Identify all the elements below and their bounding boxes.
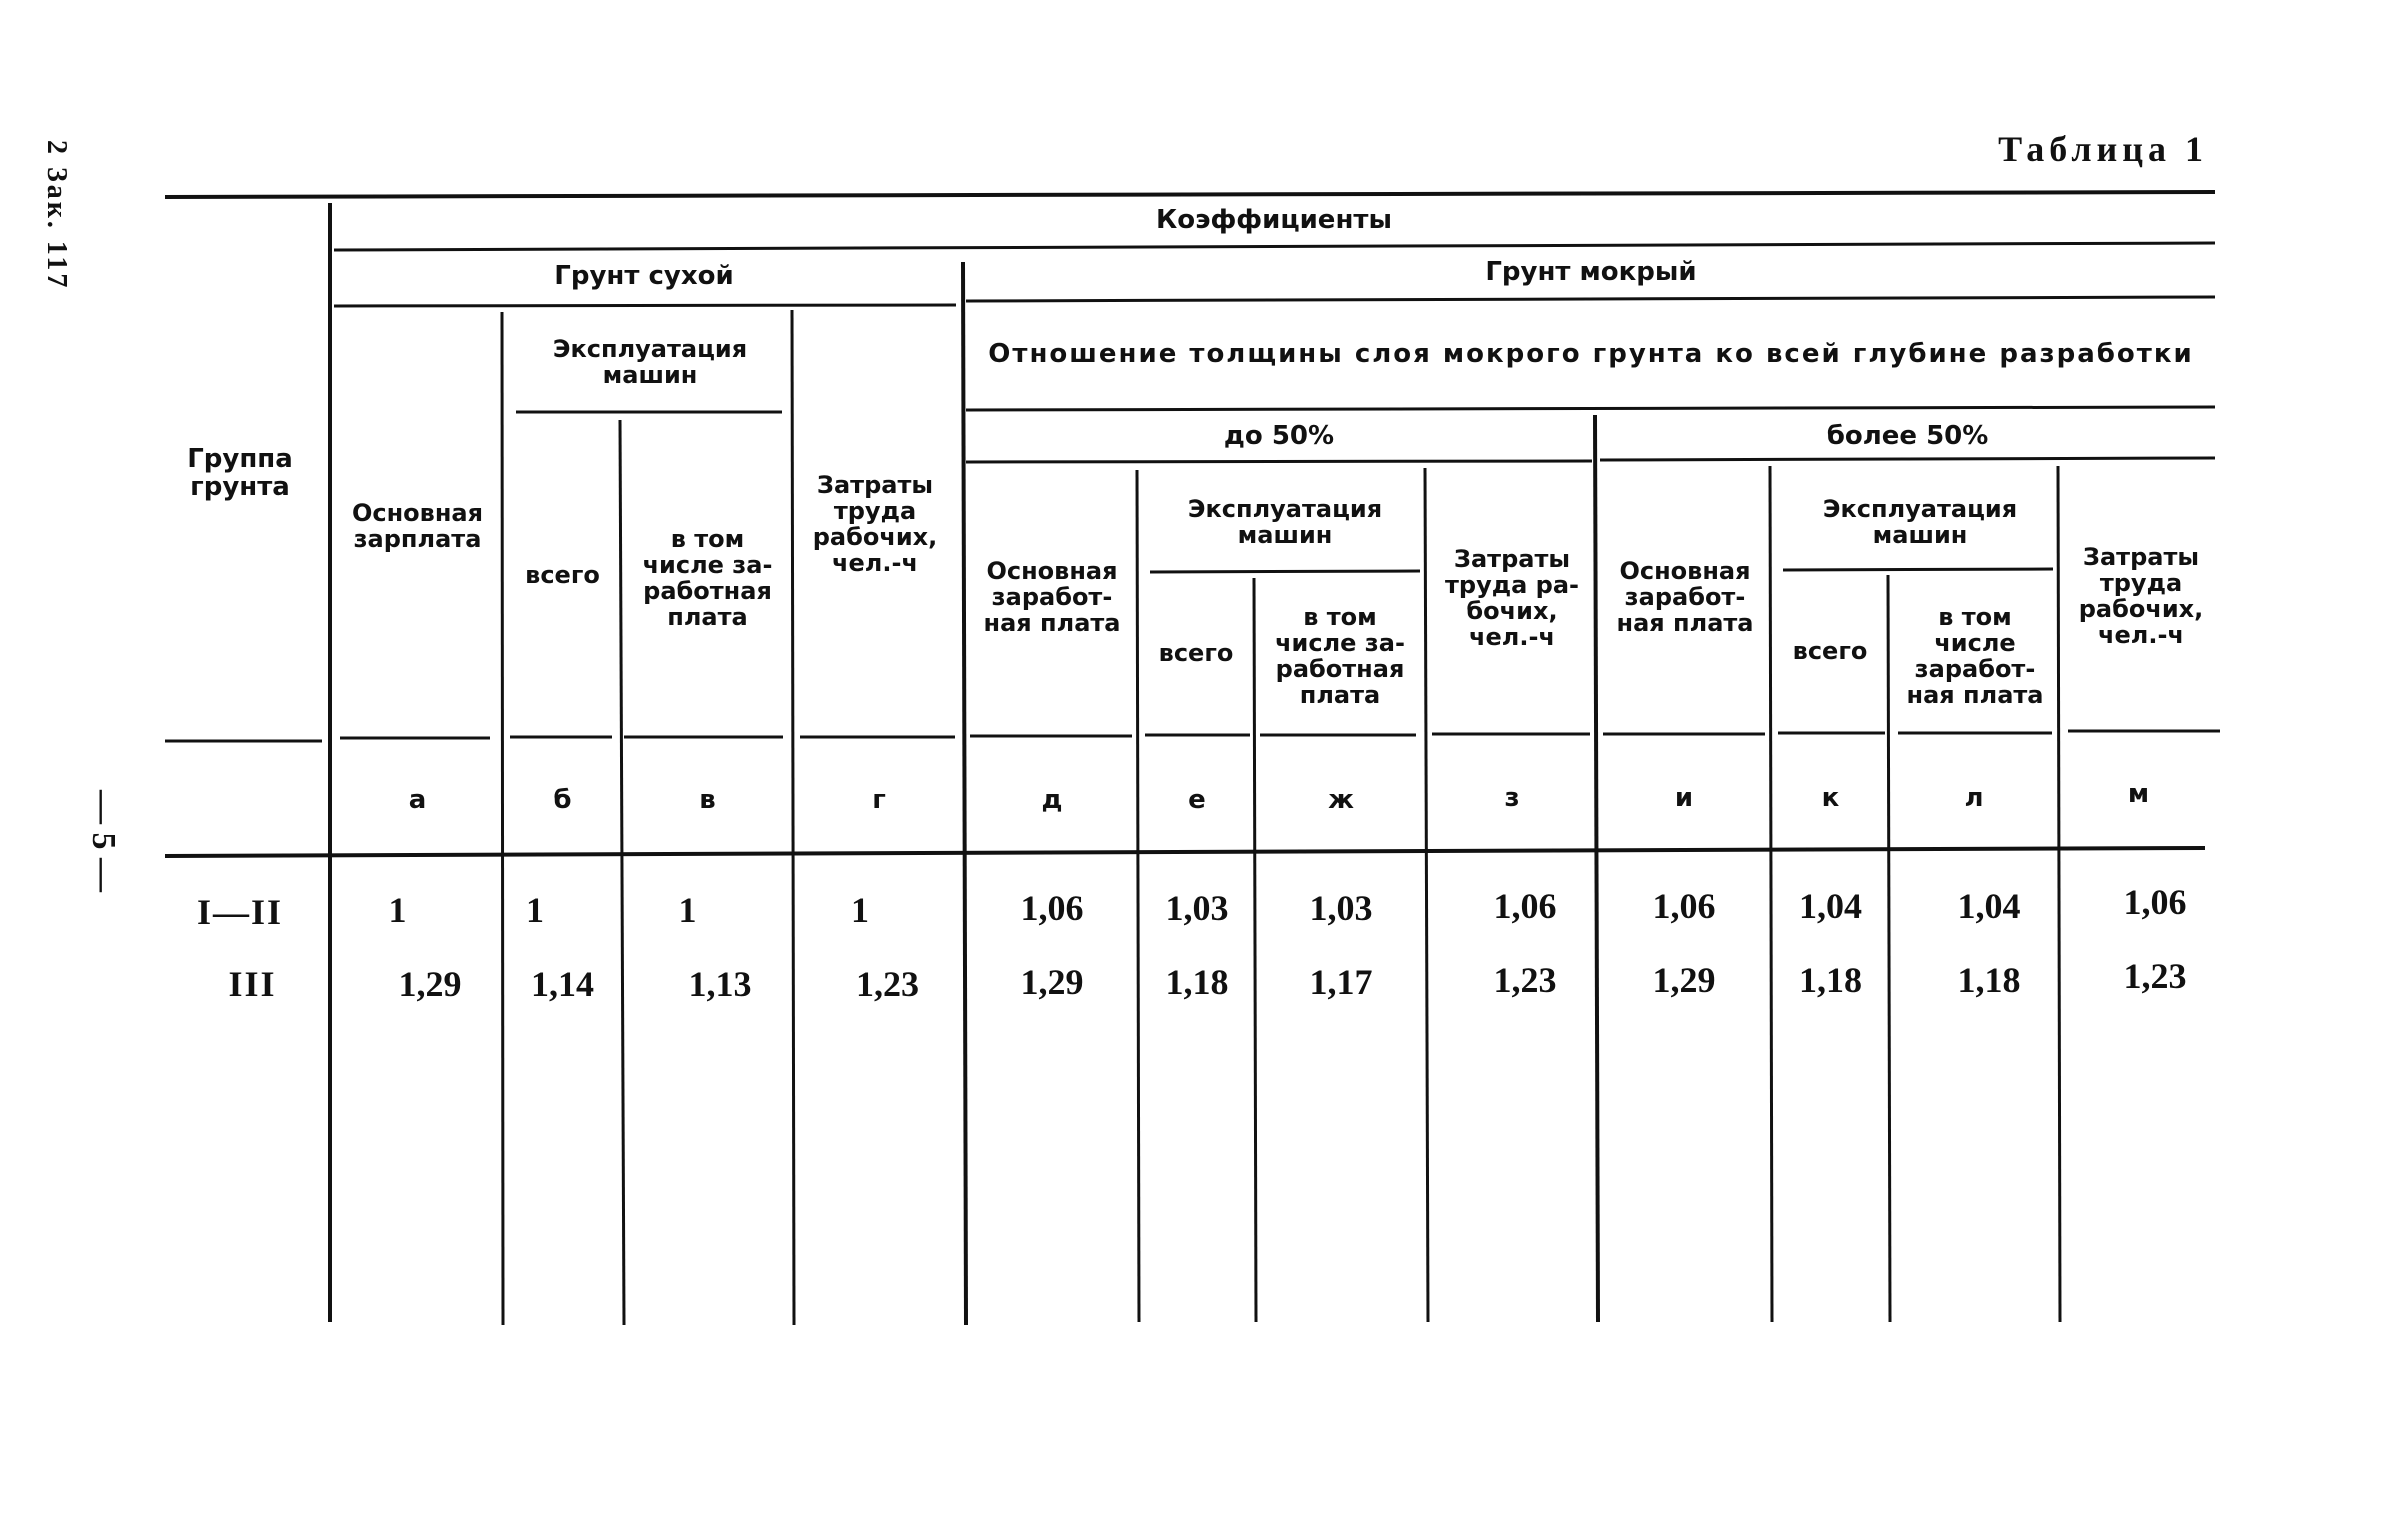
cell-value: 1,04: [1957, 886, 2021, 926]
header-wet: Грунт мокрый: [1485, 257, 1697, 287]
letter-k: к: [1821, 783, 1840, 813]
order-note: 2 Зак. 117: [41, 140, 72, 291]
header-ratio: Отношение толщины слоя мокрого грунта ко всей глубине разработки: [988, 339, 2194, 369]
letter-b: б: [553, 785, 572, 815]
cell-value: 1,03: [1309, 888, 1373, 928]
cell-value: 1,29: [1652, 960, 1716, 1000]
header-upto-machine: Эксплуатация машин: [1187, 495, 1383, 549]
header-over-total: всего: [1792, 637, 1868, 665]
header-over-machine: Эксплуатация машин: [1822, 495, 2018, 549]
header-upto-labor: Затраты труда ра-бочих, чел.-ч: [1444, 545, 1579, 651]
cell-value: 1,23: [2123, 956, 2187, 996]
header-upto50: до 50%: [1223, 421, 1335, 451]
cell-value: 1,18: [1165, 962, 1229, 1002]
cell-value: 1,14: [531, 964, 594, 1004]
letter-g: г: [872, 785, 886, 815]
header-coefficients: Коэффициенты: [1155, 205, 1392, 235]
header-dry-labor: Затраты труда рабочих, чел.-ч: [812, 471, 938, 577]
header-dry: Грунт сухой: [554, 261, 734, 291]
letter-l: л: [1964, 783, 1984, 813]
cell-value: 1,23: [1493, 960, 1557, 1000]
cell-value: 1,29: [398, 964, 462, 1004]
letter-v: в: [699, 785, 716, 815]
cell-value: 1: [678, 890, 697, 930]
letter-m: м: [2127, 779, 2150, 809]
letter-a: а: [408, 785, 427, 815]
header-upto-incl: в том числе за-работная плата: [1275, 603, 1405, 709]
cell-value: 1: [851, 890, 869, 930]
table-caption: Таблица 1: [1998, 129, 2208, 169]
cell-value: 1,17: [1309, 962, 1373, 1002]
header-over-basic-wage: Основная заработ-ная плата: [1616, 557, 1754, 637]
letter-e: е: [1188, 785, 1206, 815]
cell-value: 1,03: [1165, 888, 1229, 928]
letter-i: и: [1674, 783, 1694, 813]
cell-value: 1,13: [688, 964, 752, 1004]
row-group-label: I—II: [196, 892, 284, 932]
letter-zh: ж: [1328, 785, 1354, 815]
header-upto-total: всего: [1158, 639, 1234, 667]
cell-value: 1,06: [1493, 886, 1557, 926]
header-over-incl: в том числе заработ-ная плата: [1906, 603, 2044, 709]
page-number: — 5 —: [85, 790, 122, 892]
header-dry-basic-pay: Основная зарплата: [351, 499, 484, 553]
cell-value: 1,06: [1652, 886, 1716, 926]
letter-d: д: [1041, 785, 1063, 815]
cell-value: 1,29: [1020, 962, 1084, 1002]
cell-value: 1,23: [856, 964, 919, 1004]
cell-value: 1,06: [2123, 882, 2187, 922]
cell-value: 1,18: [1799, 960, 1862, 1000]
cell-value: 1,04: [1799, 886, 1862, 926]
header-over-labor: Затраты труда рабочих, чел.-ч: [2078, 543, 2204, 649]
header-dry-incl: в том числе за-работная плата: [642, 525, 773, 631]
letter-z: з: [1504, 783, 1520, 813]
header-upto-basic-wage: Основная заработ-ная плата: [983, 557, 1121, 637]
row-group-label: III: [228, 964, 277, 1004]
header-over50: более 50%: [1826, 421, 1989, 451]
header-dry-total: всего: [525, 561, 600, 589]
header-group: Группа грунта: [187, 444, 293, 502]
header-dry-machine: Эксплуатация машин: [552, 335, 748, 389]
cell-value: 1,06: [1020, 888, 1084, 928]
cell-value: 1,18: [1957, 960, 2021, 1000]
cell-value: 1: [526, 890, 544, 930]
cell-value: 1: [388, 890, 407, 930]
